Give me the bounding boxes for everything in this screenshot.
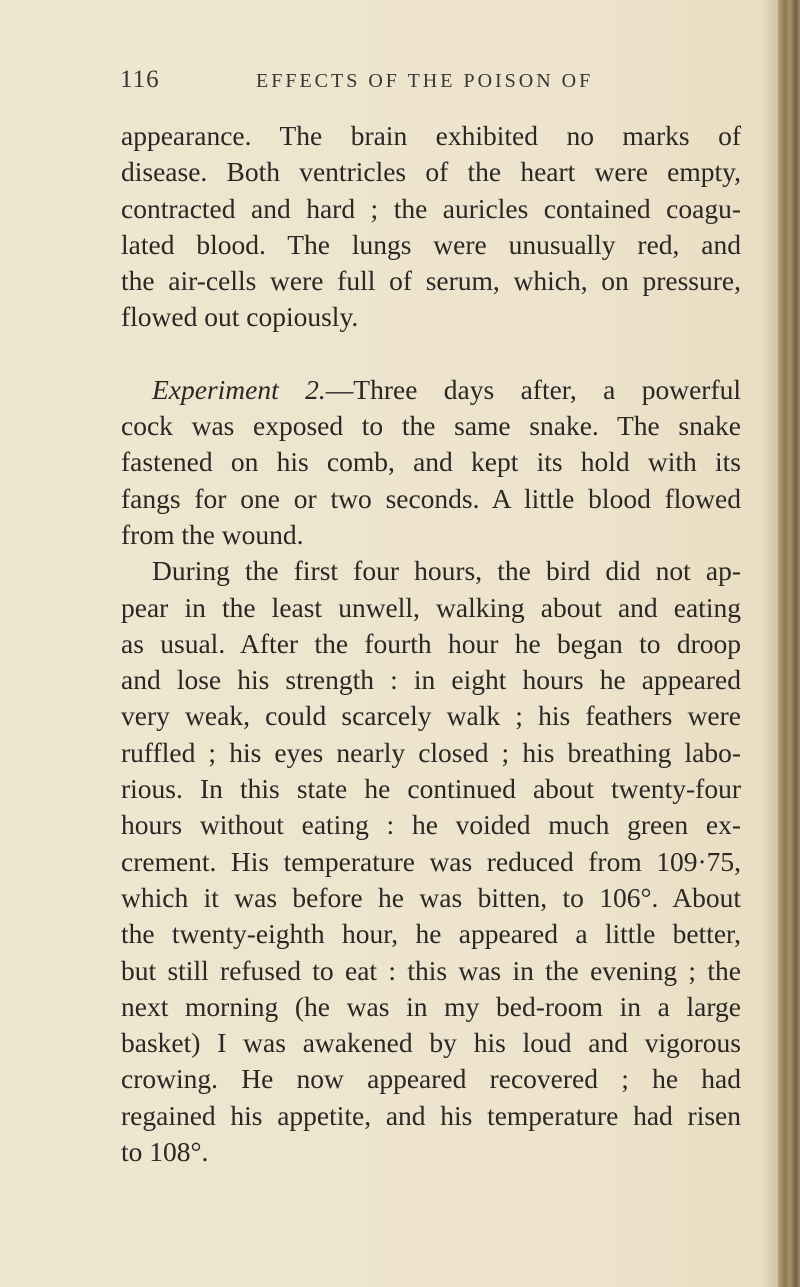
text-line: fangs for one or two seconds. A little blood flowed	[121, 482, 741, 514]
text-line: very weak, could scarcely walk ; his feathers were	[121, 700, 741, 732]
text-line: fastened on his comb, and kept its hold with its	[121, 446, 741, 478]
page-edge	[778, 0, 800, 1287]
text-line: next morning (he was in my bed-room in a large	[121, 990, 741, 1022]
text-line-rest: —Three days after, a powerful	[325, 373, 741, 405]
text-line: from the wound.	[121, 518, 304, 550]
page-edge-shadow	[762, 0, 778, 1287]
text-line: crowing. He now appeared recovered ; he had	[121, 1063, 741, 1095]
paragraph-gap	[121, 336, 741, 372]
text-line: During the first four hours, the bird did not ap-	[152, 555, 741, 587]
text-line: contracted and hard ; the auricles contained coagu-	[121, 192, 741, 224]
text-line: hours without eating : he voided much green ex-	[121, 809, 741, 841]
running-head	[120, 66, 740, 106]
page-number: 116	[120, 66, 160, 93]
text-line: appearance. The brain exhibited no marks of	[121, 120, 741, 151]
text-line: pear in the least unwell, walking about and eating	[121, 591, 741, 623]
experiment-heading-line	[121, 372, 741, 408]
text-line: cock was exposed to the same snake. The snake	[121, 410, 741, 442]
text-line: ruffled ; his eyes nearly closed ; his breathing labo-	[121, 736, 741, 768]
text-line: lated blood. The lungs were unusually red, and	[121, 228, 741, 260]
running-head-title: EFFECTS OF THE POISON OF	[256, 70, 594, 92]
text-line: to 108°.	[121, 1136, 209, 1168]
experiment-heading: Experiment 2.	[152, 373, 326, 405]
text-line: crement. His temperature was reduced from 109·75,	[121, 845, 741, 877]
text-line: the twenty-eighth hour, he appeared a little better,	[121, 918, 741, 950]
text-line: basket) I was awakened by his loud and vigorous	[121, 1027, 741, 1059]
text-line: flowed out copiously.	[121, 301, 359, 333]
body-text	[121, 118, 741, 1170]
text-line: as usual. After the fourth hour he began to droop	[121, 627, 741, 659]
text-line: disease. Both ventricles of the heart were empty,	[121, 156, 741, 188]
text-line: rious. In this state he continued about twenty-four	[121, 773, 741, 805]
text-line: the air-cells were full of serum, which, on pressure,	[121, 265, 741, 297]
text-line: and lose his strength : in eight hours he appeared	[121, 664, 741, 696]
text-line: regained his appetite, and his temperature had risen	[121, 1099, 741, 1131]
text-line: but still refused to eat : this was in the evening ; the	[121, 954, 741, 986]
text-line: which it was before he was bitten, to 106°. About	[121, 881, 741, 913]
